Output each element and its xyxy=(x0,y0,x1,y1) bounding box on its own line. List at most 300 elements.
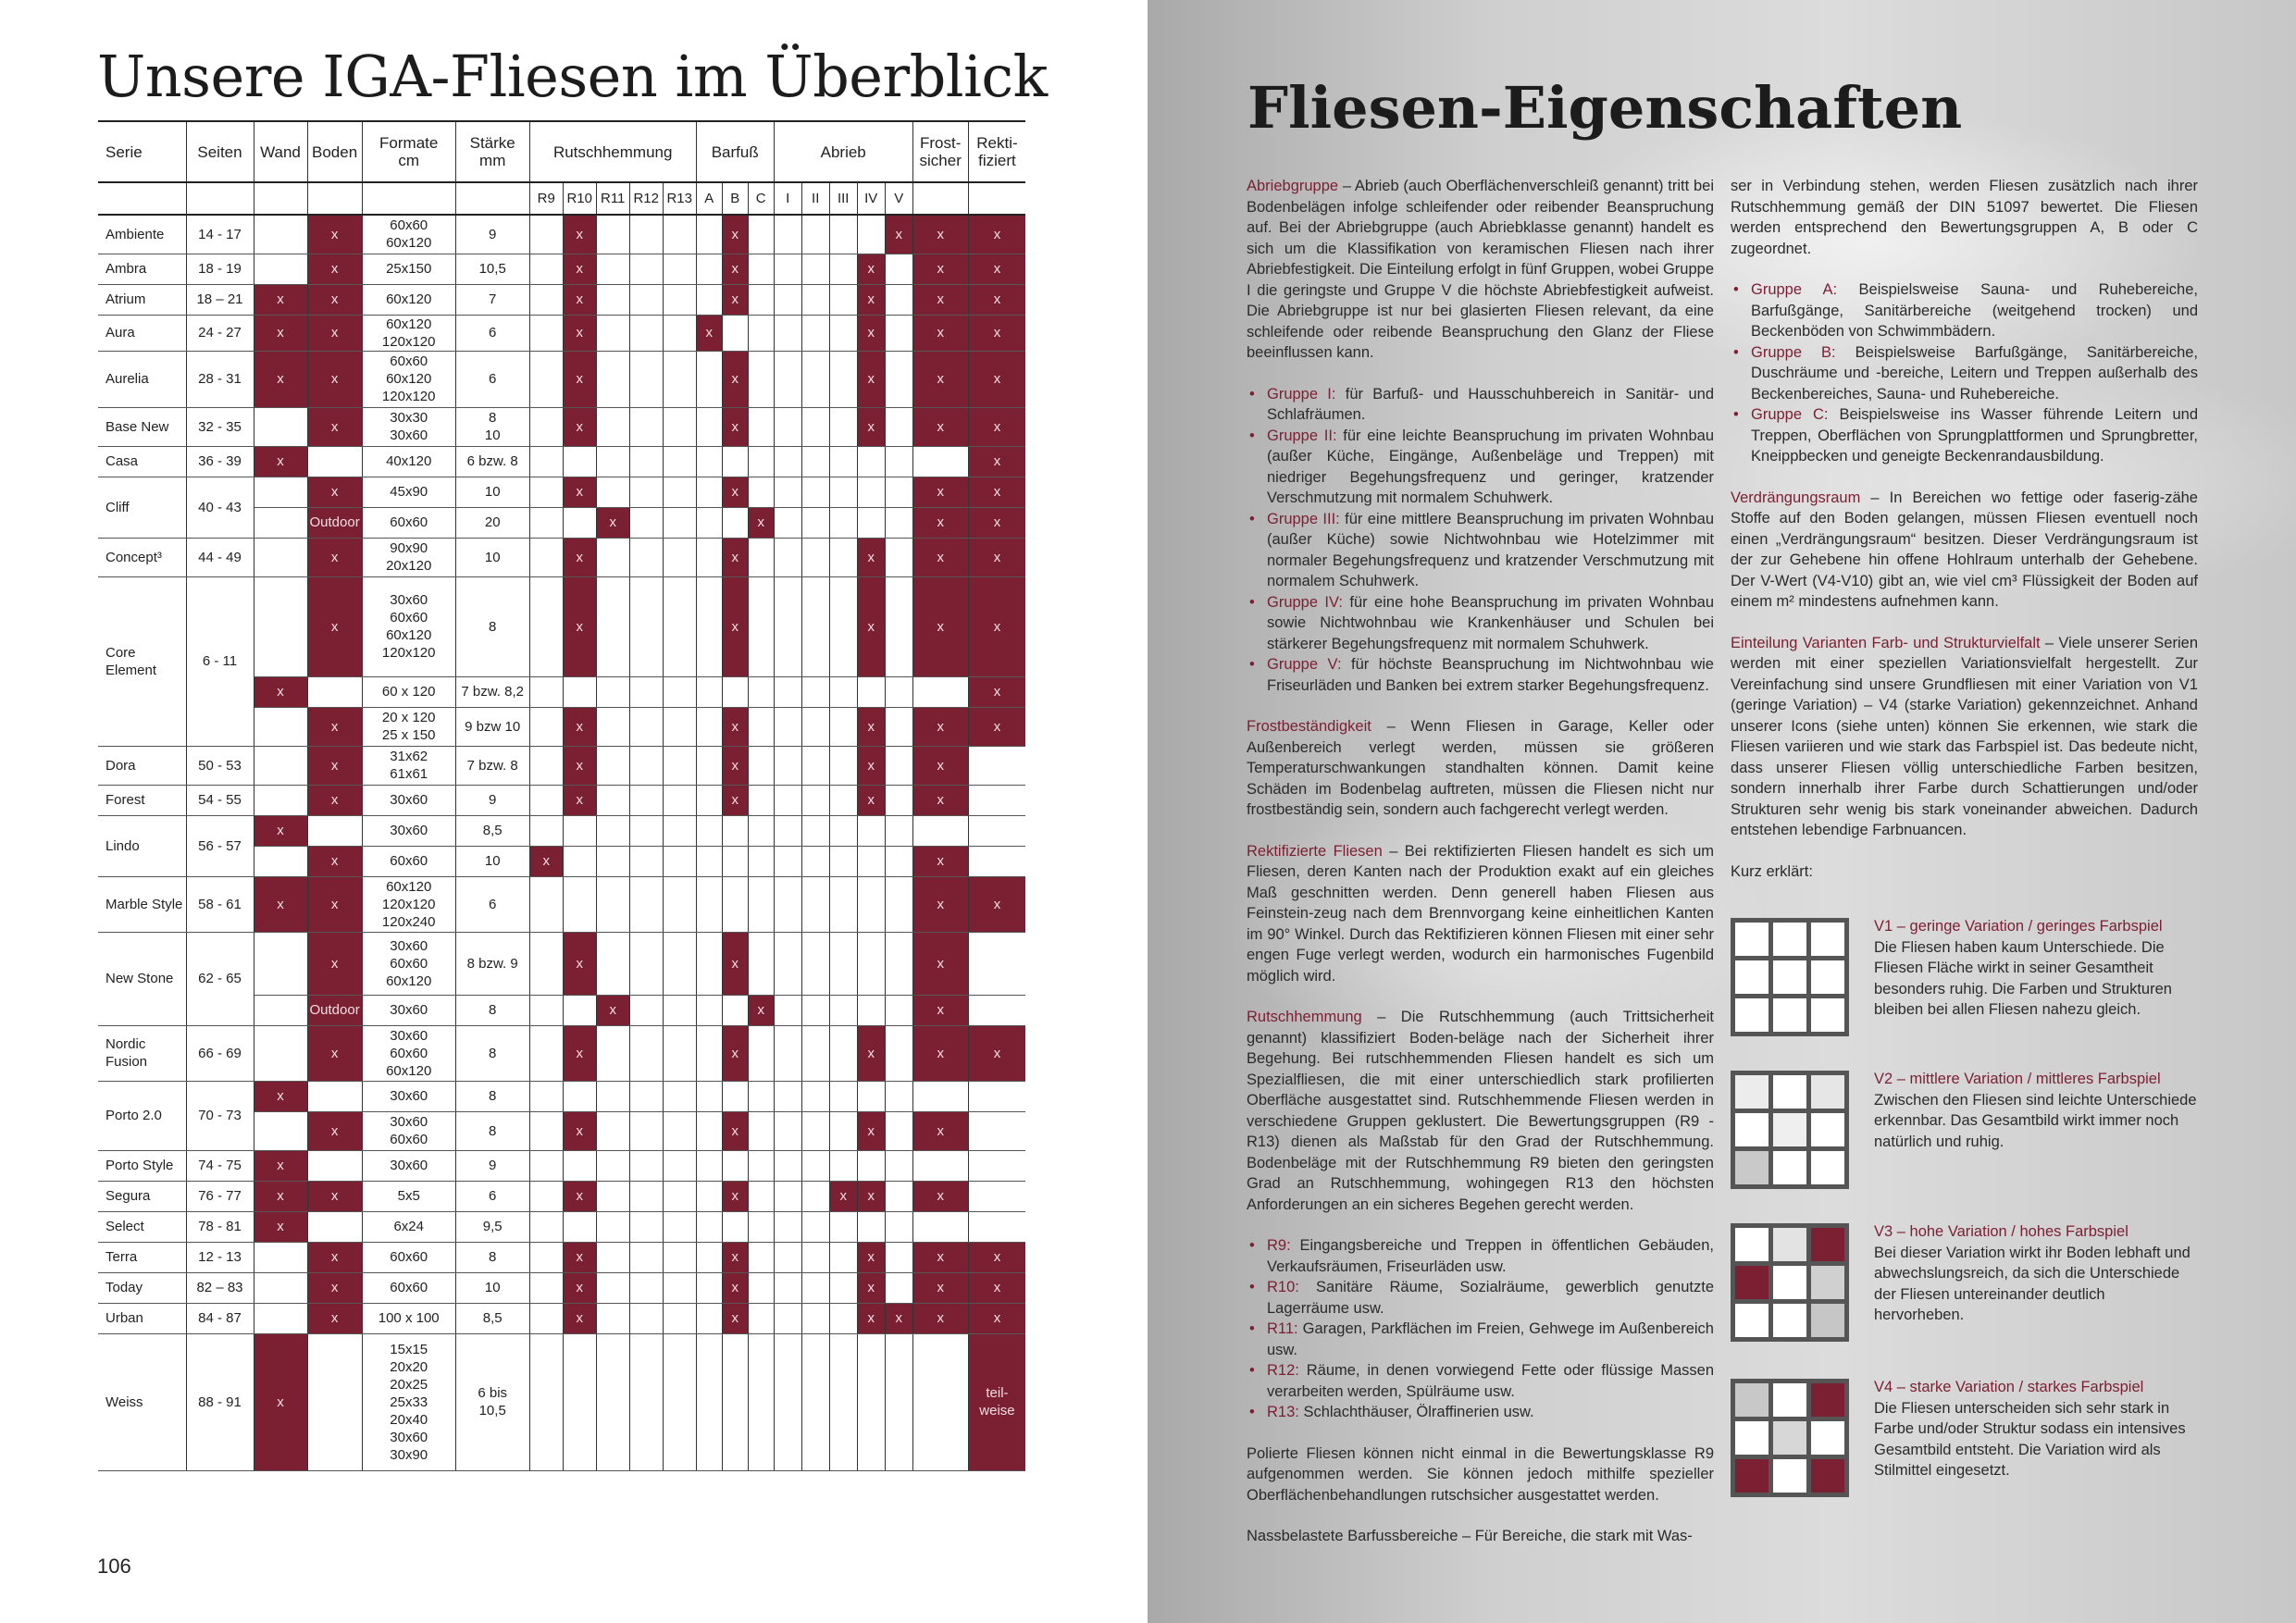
cell-staerke: 8 xyxy=(455,576,529,676)
cell-r13 xyxy=(663,746,696,785)
cell-r10 xyxy=(563,676,596,707)
table-row xyxy=(98,315,1025,351)
cell-iii xyxy=(829,407,857,446)
cell-iv: x xyxy=(857,1025,885,1081)
cell-formate: 31x62 61x61 xyxy=(362,746,455,785)
cell-frost: x xyxy=(912,1272,968,1303)
cell-wand: x xyxy=(254,1150,307,1181)
cell-v xyxy=(885,1181,912,1211)
cell-ii xyxy=(801,1272,829,1303)
cell-r9 xyxy=(529,1111,563,1150)
header-serie: Serie xyxy=(98,121,186,182)
cell-seiten: 84 - 87 xyxy=(186,1303,254,1333)
cell-boden: x xyxy=(307,1111,362,1150)
cell-formate: 30x60 60x60 60x120 120x120 xyxy=(362,576,455,676)
cell-formate: 60 x 120 xyxy=(362,676,455,707)
cell-c xyxy=(748,676,774,707)
cell-a xyxy=(696,876,722,932)
cell-r9 xyxy=(529,746,563,785)
cell-serie: Concept³ xyxy=(98,538,186,576)
cell-b xyxy=(722,1150,748,1181)
cell-iii xyxy=(829,507,857,538)
cell-i xyxy=(774,815,801,846)
cell-iii xyxy=(829,315,857,351)
cell-serie: Lindo xyxy=(98,815,186,876)
cell-r11 xyxy=(596,876,629,932)
cell-r13 xyxy=(663,846,696,876)
cell-r10 xyxy=(563,815,596,846)
cell-wand xyxy=(254,1242,307,1272)
cell-b xyxy=(722,315,748,351)
cell-serie: Marble Style xyxy=(98,876,186,932)
cell-a xyxy=(696,1333,722,1470)
cell-c xyxy=(748,446,774,477)
cell-a xyxy=(696,446,722,477)
cell-i xyxy=(774,876,801,932)
cell-i xyxy=(774,932,801,995)
cell-i xyxy=(774,407,801,446)
cell-iii xyxy=(829,215,857,254)
cell-c xyxy=(748,846,774,876)
cell-a xyxy=(696,477,722,507)
cell-rekti: x xyxy=(968,1025,1025,1081)
cell-r11: x xyxy=(596,995,629,1025)
cell-serie: Today xyxy=(98,1272,186,1303)
header-seiten: Seiten xyxy=(186,121,254,182)
cell-serie: Ambiente xyxy=(98,215,186,254)
cell-r13 xyxy=(663,351,696,407)
cell-r11 xyxy=(596,707,629,746)
cell-frost: x xyxy=(912,315,968,351)
cell-c xyxy=(748,746,774,785)
header-frost: Frost- sicher xyxy=(912,121,968,182)
cell-b: x xyxy=(722,1181,748,1211)
cell-formate: 90x90 20x120 xyxy=(362,538,455,576)
cell-frost: x xyxy=(912,407,968,446)
cell-r11 xyxy=(596,254,629,284)
cell-formate: 30x60 xyxy=(362,1150,455,1181)
cell-seiten: 88 - 91 xyxy=(186,1333,254,1470)
cell-serie: Dora xyxy=(98,746,186,785)
cell-i xyxy=(774,576,801,676)
cell-ii xyxy=(801,576,829,676)
cell-r10 xyxy=(563,1150,596,1181)
cell-formate: 60x120 xyxy=(362,284,455,315)
cell-rekti: x xyxy=(968,254,1025,284)
cell-a: x xyxy=(696,315,722,351)
cell-staerke: 6 bis 10,5 xyxy=(455,1333,529,1470)
cell-b: x xyxy=(722,254,748,284)
cell-formate: 6x24 xyxy=(362,1211,455,1242)
table-row xyxy=(98,1272,1025,1303)
cell-seiten: 74 - 75 xyxy=(186,1150,254,1181)
cell-rekti: teil- weise xyxy=(968,1333,1025,1470)
cell-seiten: 24 - 27 xyxy=(186,315,254,351)
cell-a xyxy=(696,1111,722,1150)
cell-i xyxy=(774,1181,801,1211)
cell-seiten: 50 - 53 xyxy=(186,746,254,785)
cell-b: x xyxy=(722,1025,748,1081)
table-row xyxy=(98,576,1025,676)
list-item: • Gruppe II: für eine leichte Beanspruchung im privaten Wohnbau (außer Küche, Eingänge, Außenbeläge und Treppen) mit niedriger Begehungsfrequenz und geringer, kratzender Verschmutzung mit normalem Schuhwerk. xyxy=(1247,426,1714,509)
cell-c xyxy=(748,576,774,676)
cell-r11 xyxy=(596,1333,629,1470)
cell-r11 xyxy=(596,746,629,785)
cell-r11 xyxy=(596,446,629,477)
cell-r13 xyxy=(663,446,696,477)
cell-r10: x xyxy=(563,1025,596,1081)
cell-r9 xyxy=(529,507,563,538)
cell-iv: x xyxy=(857,707,885,746)
cell-wand xyxy=(254,538,307,576)
cell-serie: Atrium xyxy=(98,284,186,315)
cell-seiten: 14 - 17 xyxy=(186,215,254,254)
cell-r9 xyxy=(529,1181,563,1211)
cell-r13 xyxy=(663,1111,696,1150)
cell-r12 xyxy=(629,785,663,815)
cell-iv xyxy=(857,1150,885,1181)
cell-v xyxy=(885,1081,912,1111)
frost-paragraph: Frostbeständigkeit – Wenn Fliesen in Garage, Keller oder Außenbereich verlegt werden, müssen sie größeren Temperaturschwankungen standhalten können. Damit keine Schäden im Bodenbelag auftreten, müssen die Fliesen nicht nur frostbeständig sein, sondern auch fachgerecht verlegt werden. xyxy=(1247,718,1714,818)
cell-formate: 30x60 xyxy=(362,815,455,846)
cell-ii xyxy=(801,815,829,846)
cell-iv xyxy=(857,477,885,507)
cell-r11 xyxy=(596,1242,629,1272)
cell-r9 xyxy=(529,815,563,846)
list-item: • Gruppe I: für Barfuß- und Hausschuhbereich in Sanitär- und Schlafräumen. xyxy=(1247,384,1714,426)
list-item: • Gruppe C: Beispielsweise ins Wasser führende Leitern und Treppen, Oberflächen von Sprungplattformen und Sprungbretter, Kneippbecken und geneigte Beckenrandausbildung. xyxy=(1731,404,2198,467)
cell-iv: x xyxy=(857,1242,885,1272)
cell-rekti: x xyxy=(968,1272,1025,1303)
cell-boden xyxy=(307,1211,362,1242)
cell-r12 xyxy=(629,746,663,785)
cell-staerke: 9,5 xyxy=(455,1211,529,1242)
cell-serie: Select xyxy=(98,1211,186,1242)
cell-r12 xyxy=(629,407,663,446)
cell-r9 xyxy=(529,576,563,676)
cell-r9 xyxy=(529,1272,563,1303)
cell-r10: x xyxy=(563,576,596,676)
cell-wand xyxy=(254,407,307,446)
table-row xyxy=(98,1025,1025,1081)
list-item: • R10: Sanitäre Räume, Sozialräume, gewerblich genutzte Lagerräume usw. xyxy=(1247,1277,1714,1319)
cell-staerke: 20 xyxy=(455,507,529,538)
cell-formate: 30x60 60x60 xyxy=(362,1111,455,1150)
cell-r10 xyxy=(563,846,596,876)
cell-boden: x xyxy=(307,932,362,995)
cell-frost xyxy=(912,446,968,477)
cell-r13 xyxy=(663,1272,696,1303)
cell-a xyxy=(696,995,722,1025)
cell-r12 xyxy=(629,1111,663,1150)
cell-b: x xyxy=(722,1303,748,1333)
cell-v xyxy=(885,1211,912,1242)
cell-r12 xyxy=(629,351,663,407)
cell-seiten: 28 - 31 xyxy=(186,351,254,407)
cell-ii xyxy=(801,932,829,995)
header-abrieb: Abrieb xyxy=(774,121,912,182)
cell-staerke: 9 bzw 10 xyxy=(455,707,529,746)
cell-rekti xyxy=(968,785,1025,815)
cell-ii xyxy=(801,507,829,538)
cell-ii xyxy=(801,1242,829,1272)
cell-r12 xyxy=(629,315,663,351)
cell-frost: x xyxy=(912,477,968,507)
cell-staerke: 8 bzw. 9 xyxy=(455,932,529,995)
cell-a xyxy=(696,1150,722,1181)
cell-boden: x xyxy=(307,538,362,576)
cell-r9 xyxy=(529,876,563,932)
cell-r11 xyxy=(596,1211,629,1242)
cell-formate: 30x60 60x60 60x120 xyxy=(362,1025,455,1081)
cell-iv xyxy=(857,1333,885,1470)
cell-r11 xyxy=(596,676,629,707)
cell-c xyxy=(748,932,774,995)
cell-iv: x xyxy=(857,576,885,676)
cell-seiten: 66 - 69 xyxy=(186,1025,254,1081)
table-row xyxy=(98,932,1025,995)
cell-r9 xyxy=(529,932,563,995)
cell-b: x xyxy=(722,1272,748,1303)
cell-b xyxy=(722,507,748,538)
page-title-right: Fliesen-Eigenschaften xyxy=(1247,74,1963,142)
cell-rekti xyxy=(968,846,1025,876)
cell-staerke: 8 xyxy=(455,1081,529,1111)
cell-r11 xyxy=(596,1025,629,1081)
cell-r10: x xyxy=(563,215,596,254)
header-wand: Wand xyxy=(254,121,307,182)
cell-r13 xyxy=(663,507,696,538)
cell-v xyxy=(885,932,912,995)
cell-formate: 15x15 20x20 20x25 25x33 20x40 30x60 30x90 xyxy=(362,1333,455,1470)
subheader-r12: R12 xyxy=(629,182,663,215)
cell-a xyxy=(696,846,722,876)
header-barfuss: Barfuß xyxy=(696,121,774,182)
cell-b: x xyxy=(722,785,748,815)
table-row xyxy=(98,1081,1025,1111)
cell-formate: 60x120 120x120 120x240 xyxy=(362,876,455,932)
cell-i xyxy=(774,746,801,785)
cell-ii xyxy=(801,407,829,446)
cell-r12 xyxy=(629,507,663,538)
cell-staerke: 8,5 xyxy=(455,1303,529,1333)
cell-i xyxy=(774,1333,801,1470)
cell-iv xyxy=(857,1211,885,1242)
cell-staerke: 7 xyxy=(455,284,529,315)
cell-boden: x xyxy=(307,284,362,315)
cell-a xyxy=(696,707,722,746)
cell-a xyxy=(696,1081,722,1111)
table-row xyxy=(98,215,1025,254)
cell-serie: Weiss xyxy=(98,1333,186,1470)
cell-frost: x xyxy=(912,876,968,932)
cell-r13 xyxy=(663,1333,696,1470)
cell-frost xyxy=(912,1211,968,1242)
cell-iv: x xyxy=(857,1272,885,1303)
cell-r9 xyxy=(529,1081,563,1111)
cell-c xyxy=(748,538,774,576)
cell-b: x xyxy=(722,538,748,576)
cell-boden: x xyxy=(307,746,362,785)
cell-wand: x xyxy=(254,676,307,707)
cell-v xyxy=(885,785,912,815)
cell-r10: x xyxy=(563,407,596,446)
cell-r12 xyxy=(629,284,663,315)
table-row xyxy=(98,1150,1025,1181)
cell-r10: x xyxy=(563,538,596,576)
cell-r13 xyxy=(663,932,696,995)
cell-r13 xyxy=(663,284,696,315)
cell-r12 xyxy=(629,477,663,507)
cell-r9 xyxy=(529,1303,563,1333)
cell-r9 xyxy=(529,446,563,477)
cell-rekti xyxy=(968,1150,1025,1181)
cell-v xyxy=(885,846,912,876)
cell-ii xyxy=(801,995,829,1025)
cell-seiten: 18 – 21 xyxy=(186,284,254,315)
cell-a xyxy=(696,1181,722,1211)
cell-formate: 20 x 120 25 x 150 xyxy=(362,707,455,746)
cell-ii xyxy=(801,746,829,785)
cell-r11 xyxy=(596,1303,629,1333)
cell-rekti: x xyxy=(968,707,1025,746)
cell-frost: x xyxy=(912,995,968,1025)
cell-rekti xyxy=(968,1111,1025,1150)
cell-formate: 30x30 30x60 xyxy=(362,407,455,446)
cell-v xyxy=(885,446,912,477)
cell-r9 xyxy=(529,707,563,746)
cell-boden: x xyxy=(307,785,362,815)
cell-iii xyxy=(829,785,857,815)
cell-iii xyxy=(829,876,857,932)
cell-v xyxy=(885,1150,912,1181)
cell-formate: 25x150 xyxy=(362,254,455,284)
cell-serie: Porto 2.0 xyxy=(98,1081,186,1150)
cell-r12 xyxy=(629,1303,663,1333)
cell-iii xyxy=(829,676,857,707)
variation-title: V2 – mittlere Variation / mittleres Farbspiel xyxy=(1874,1071,2161,1087)
cell-r10 xyxy=(563,995,596,1025)
cell-a xyxy=(696,1303,722,1333)
cell-r9 xyxy=(529,284,563,315)
subheader-iv: IV xyxy=(857,182,885,215)
cell-r12 xyxy=(629,707,663,746)
subheader-ii: II xyxy=(801,182,829,215)
cell-frost: x xyxy=(912,576,968,676)
cell-r13 xyxy=(663,1242,696,1272)
cell-rekti: x xyxy=(968,446,1025,477)
cell-boden xyxy=(307,446,362,477)
cell-iii: x xyxy=(829,1181,857,1211)
cell-r9 xyxy=(529,351,563,407)
header-formate: Formate cm xyxy=(362,121,455,182)
cell-formate: 100 x 100 xyxy=(362,1303,455,1333)
cell-r10: x xyxy=(563,315,596,351)
cell-r12 xyxy=(629,932,663,995)
cell-v: x xyxy=(885,1303,912,1333)
kurz-erklaert: Kurz erklärt: xyxy=(1731,862,1813,880)
right-page xyxy=(1148,0,2296,1623)
cell-formate: 60x60 60x120 120x120 xyxy=(362,351,455,407)
cell-serie: Nordic Fusion xyxy=(98,1025,186,1081)
rutschgruppen-list xyxy=(1247,1235,1714,1423)
cell-v xyxy=(885,477,912,507)
cell-b xyxy=(722,995,748,1025)
cell-wand xyxy=(254,507,307,538)
cell-boden: x xyxy=(307,1303,362,1333)
cell-c xyxy=(748,284,774,315)
cell-wand: x xyxy=(254,446,307,477)
cell-frost: x xyxy=(912,1242,968,1272)
cell-formate: 30x60 60x60 60x120 xyxy=(362,932,455,995)
cell-r13 xyxy=(663,876,696,932)
cell-frost: x xyxy=(912,932,968,995)
cell-ii xyxy=(801,538,829,576)
cell-r12 xyxy=(629,1181,663,1211)
cell-frost xyxy=(912,815,968,846)
cell-b: x xyxy=(722,407,748,446)
cell-boden: x xyxy=(307,315,362,351)
cell-r11 xyxy=(596,477,629,507)
cell-v xyxy=(885,746,912,785)
variation-grid-icon xyxy=(1731,1223,1849,1342)
cell-iv: x xyxy=(857,284,885,315)
cell-rekti: x xyxy=(968,1242,1025,1272)
cell-i xyxy=(774,1150,801,1181)
cell-ii xyxy=(801,846,829,876)
cell-i xyxy=(774,538,801,576)
cell-boden: x xyxy=(307,215,362,254)
cell-b xyxy=(722,846,748,876)
cell-iv xyxy=(857,846,885,876)
cell-a xyxy=(696,351,722,407)
cell-r12 xyxy=(629,254,663,284)
cell-v xyxy=(885,1242,912,1272)
cell-ii xyxy=(801,1150,829,1181)
cell-v xyxy=(885,576,912,676)
cell-frost: x xyxy=(912,785,968,815)
cell-iii xyxy=(829,1081,857,1111)
cell-frost: x xyxy=(912,707,968,746)
cell-r12 xyxy=(629,815,663,846)
cell-r13 xyxy=(663,407,696,446)
cell-r13 xyxy=(663,1025,696,1081)
cell-a xyxy=(696,785,722,815)
cell-a xyxy=(696,254,722,284)
cell-seiten: 54 - 55 xyxy=(186,785,254,815)
cell-frost: x xyxy=(912,846,968,876)
cell-staerke: 8 xyxy=(455,995,529,1025)
cell-r11 xyxy=(596,315,629,351)
cell-r11 xyxy=(596,407,629,446)
cell-r11 xyxy=(596,1272,629,1303)
cell-iii xyxy=(829,1303,857,1333)
cell-ii xyxy=(801,676,829,707)
cell-iii xyxy=(829,1111,857,1150)
cell-r12 xyxy=(629,876,663,932)
cell-seiten: 12 - 13 xyxy=(186,1242,254,1272)
cell-r12 xyxy=(629,538,663,576)
cell-r13 xyxy=(663,215,696,254)
subheader-r11: R11 xyxy=(596,182,629,215)
cell-r13 xyxy=(663,1211,696,1242)
cell-wand xyxy=(254,1025,307,1081)
cell-formate: 60x60 xyxy=(362,1272,455,1303)
cell-seiten: 40 - 43 xyxy=(186,477,254,538)
cell-wand xyxy=(254,254,307,284)
cell-c xyxy=(748,707,774,746)
cell-r10 xyxy=(563,1081,596,1111)
